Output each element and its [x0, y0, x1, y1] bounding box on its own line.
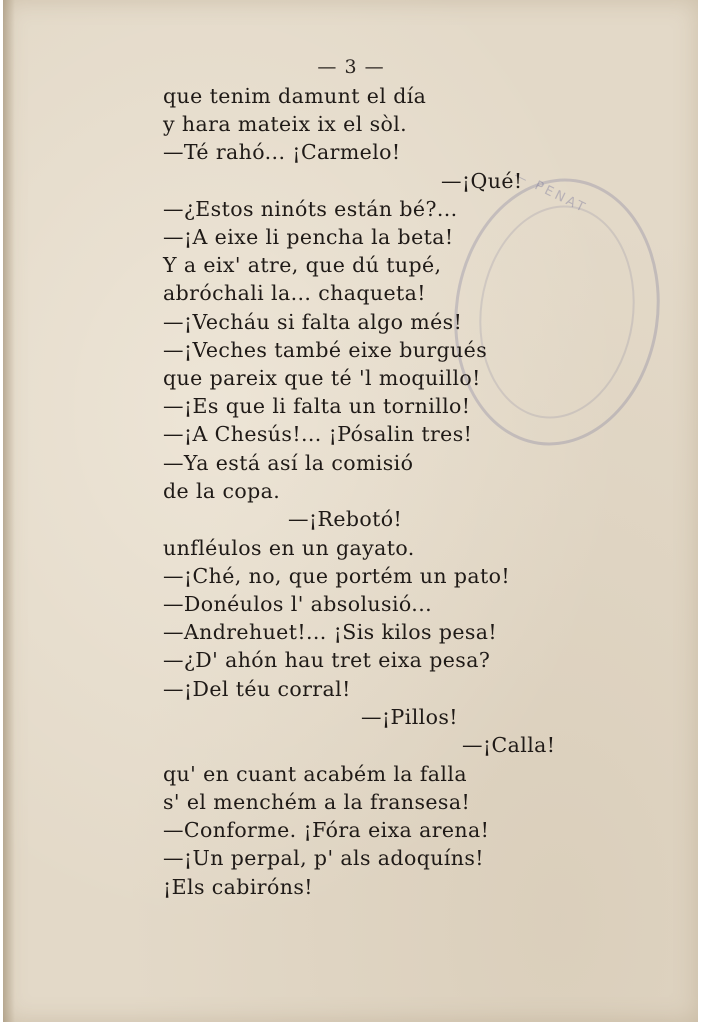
verse-line: s' el menchém a la fransesa!: [163, 790, 471, 814]
verse-line: —¡Calla!: [462, 733, 556, 757]
verse-line: que pareix que té 'l moquillo!: [163, 366, 481, 390]
verse-line: —¡Ché, no, que portém un pato!: [163, 564, 511, 588]
verse-line: abróchali la... chaqueta!: [163, 281, 426, 305]
verse-line: que tenim damunt el día: [163, 84, 427, 108]
verse-line: —Ya está así la comisió: [163, 451, 414, 475]
verse-line: —¡Rebotó!: [288, 507, 403, 531]
spine-shadow: [3, 0, 15, 1022]
verse-line: —¡Es que li falta un tornillo!: [163, 394, 471, 418]
verse-line: —Donéulos l' absolusió...: [163, 592, 433, 616]
verse-line: —¡Un perpal, p' als adoquíns!: [163, 846, 484, 870]
verse-line: Y a eix' atre, que dú tupé,: [163, 253, 442, 277]
verse-line: —Conforme. ¡Fóra eixa arena!: [163, 818, 490, 842]
verse-line: —¡Veches també eixe burgués: [163, 338, 488, 362]
verse-line: unfléulos en un gayato.: [163, 536, 415, 560]
verse-line: —¡A Chesús!... ¡Pósalin tres!: [163, 422, 473, 446]
verse-line: —¿Estos ninóts están bé?...: [163, 197, 458, 221]
stamp-text: — PENAT: [511, 168, 590, 217]
verse-line: —¡A eixe li pencha la beta!: [163, 225, 454, 249]
page-number: — 3 —: [317, 56, 385, 78]
verse-line: de la copa.: [163, 479, 281, 503]
verse-line: —¡Qué!: [441, 169, 523, 193]
verse-line: y hara mateix ix el sòl.: [163, 112, 408, 136]
verse-line: —Té rahó... ¡Carmelo!: [163, 140, 401, 164]
verse-line: ¡Els cabiróns!: [163, 875, 313, 899]
verse-line: —¡Del téu corral!: [163, 677, 351, 701]
stamp-inner-ring: [466, 195, 648, 428]
verse-line: qu' en cuant acabém la falla: [163, 762, 467, 786]
verse-line: —¡Vecháu si falta algo més!: [163, 310, 463, 334]
verse-line: —¡Pillos!: [361, 705, 458, 729]
verse-line: —¿D' ahón hau tret eixa pesa?: [163, 648, 491, 672]
verse-line: —Andrehuet!... ¡Sis kilos pesa!: [163, 620, 498, 644]
